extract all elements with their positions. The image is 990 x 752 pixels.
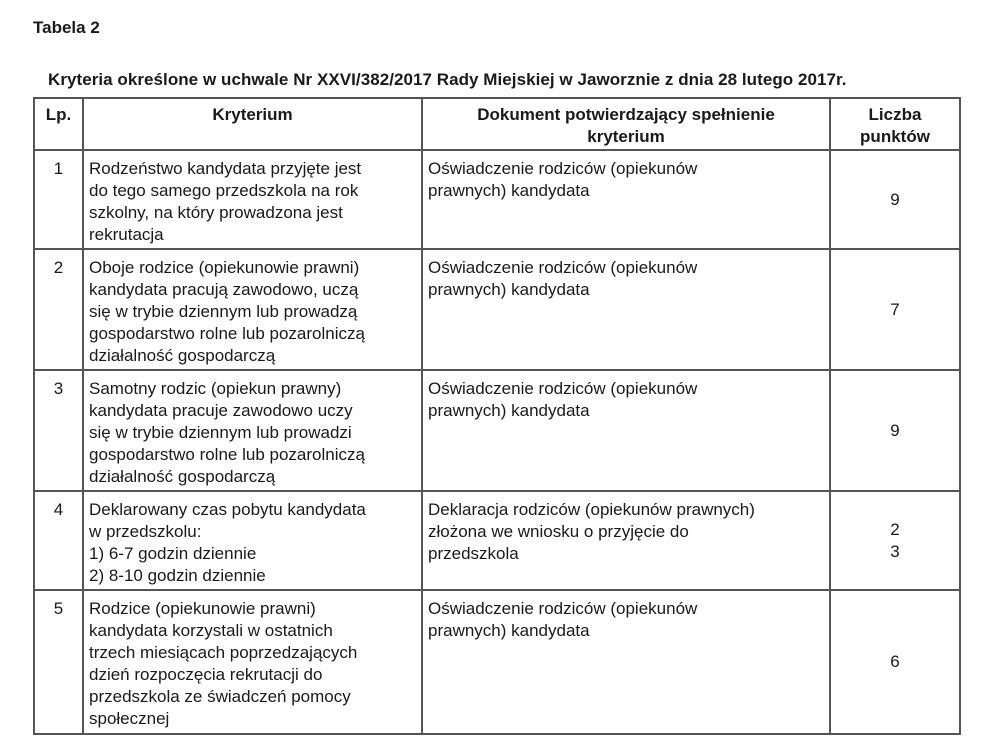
cell-dokument-line: prawnych) kandydata [428, 280, 590, 299]
cell-kryterium-line: przedszkola ze świadczeń pomocy [89, 687, 351, 706]
cell-kryterium [83, 370, 422, 491]
cell-kryterium-line: 1) 6-7 godzin dziennie [89, 544, 257, 563]
cell-lp: 1 [34, 150, 83, 249]
table-row [34, 491, 960, 590]
cell-lp: 2 [34, 249, 83, 370]
cell-kryterium-line: Oboje rodzice (opiekunowie prawni) [89, 258, 360, 277]
cell-dokument-line: Deklaracja rodziców (opiekunów prawnych) [428, 500, 755, 519]
cell-punkty [830, 249, 960, 370]
cell-punkty-line: 3 [890, 541, 900, 561]
table-caption: Kryteria określone w uchwale Nr XXVI/382/2017 Rady Miejskiej w Jaworznie z dnia 28 lutego 2017r. [48, 70, 847, 89]
cell-punkty-line: 9 [890, 189, 900, 209]
cell-dokument [422, 590, 830, 734]
cell-kryterium-line: gospodarstwo rolne lub pozarolniczą [89, 445, 365, 464]
cell-kryterium-line: Deklarowany czas pobytu kandydata [89, 500, 366, 519]
cell-kryterium-line: w przedszkolu: [89, 522, 202, 541]
header-punkty-line: Liczba [868, 105, 922, 124]
cell-kryterium [83, 491, 422, 590]
cell-kryterium-line: dzień rozpoczęcia rekrutacji do [89, 665, 323, 684]
cell-dokument-line: Oświadczenie rodziców (opiekunów [428, 159, 698, 178]
cell-dokument-line: prawnych) kandydata [428, 621, 590, 640]
header-punkty-line: punktów [860, 127, 930, 146]
cell-dokument-line: przedszkola [428, 544, 519, 563]
table-header-row [34, 98, 960, 150]
cell-kryterium-line: Rodzeństwo kandydata przyjęte jest [89, 159, 362, 178]
table-row [34, 150, 960, 249]
cell-kryterium-line: społecznej [89, 709, 170, 728]
cell-dokument [422, 150, 830, 249]
cell-kryterium-line: kandydata korzystali w ostatnich [89, 621, 333, 640]
cell-kryterium-line: się w trybie dziennym lub prowadzą [89, 302, 358, 321]
cell-kryterium-line: działalność gospodarczą [89, 467, 276, 486]
cell-kryterium-line: szkolny, na który prowadzona jest [89, 203, 343, 222]
cell-dokument [422, 249, 830, 370]
cell-kryterium-line: kandydata pracuje zawodowo uczy [89, 401, 353, 420]
cell-punkty [830, 491, 960, 590]
cell-dokument-line: Oświadczenie rodziców (opiekunów [428, 599, 698, 618]
header-lp: Lp. [34, 98, 83, 150]
cell-kryterium-line: 2) 8-10 godzin dziennie [89, 566, 266, 585]
cell-punkty-line: 7 [890, 299, 900, 319]
criteria-table [33, 97, 961, 735]
cell-lp: 5 [34, 590, 83, 734]
header-kryterium: Kryterium [83, 98, 422, 150]
cell-dokument-line: prawnych) kandydata [428, 401, 590, 420]
cell-kryterium-line: Samotny rodzic (opiekun prawny) [89, 379, 342, 398]
table-row [34, 590, 960, 734]
cell-lp: 3 [34, 370, 83, 491]
cell-punkty-line: 2 [890, 519, 900, 539]
table-row [34, 249, 960, 370]
cell-dokument [422, 370, 830, 491]
cell-punkty [830, 590, 960, 734]
cell-kryterium-line: trzech miesiącach poprzedzających [89, 643, 358, 662]
cell-punkty [830, 370, 960, 491]
document-label: Tabela 2 [33, 18, 100, 37]
cell-dokument [422, 491, 830, 590]
cell-punkty-line: 6 [890, 652, 900, 671]
header-punkty [830, 98, 960, 150]
cell-lp: 4 [34, 491, 83, 590]
cell-kryterium-line: rekrutacja [89, 225, 164, 244]
cell-kryterium-line: do tego samego przedszkola na rok [89, 181, 359, 200]
cell-dokument-line: złożona we wniosku o przyjęcie do [428, 522, 689, 541]
cell-kryterium [83, 150, 422, 249]
cell-kryterium-line: Rodzice (opiekunowie prawni) [89, 599, 316, 618]
cell-kryterium-line: kandydata pracują zawodowo, uczą [89, 280, 359, 299]
cell-punkty-line: 9 [890, 420, 900, 440]
cell-kryterium [83, 249, 422, 370]
cell-dokument-line: prawnych) kandydata [428, 181, 590, 200]
cell-punkty [830, 150, 960, 249]
cell-dokument-line: Oświadczenie rodziców (opiekunów [428, 379, 698, 398]
cell-kryterium-line: gospodarstwo rolne lub pozarolniczą [89, 324, 365, 343]
cell-kryterium-line: się w trybie dziennym lub prowadzi [89, 423, 352, 442]
cell-kryterium [83, 590, 422, 734]
header-dokument [422, 98, 830, 150]
cell-dokument-line: Oświadczenie rodziców (opiekunów [428, 258, 698, 277]
header-dokument-line: kryterium [587, 127, 665, 146]
table-row [34, 370, 960, 491]
cell-kryterium-line: działalność gospodarczą [89, 346, 276, 365]
header-dokument-line: Dokument potwierdzający spełnienie [477, 105, 775, 124]
